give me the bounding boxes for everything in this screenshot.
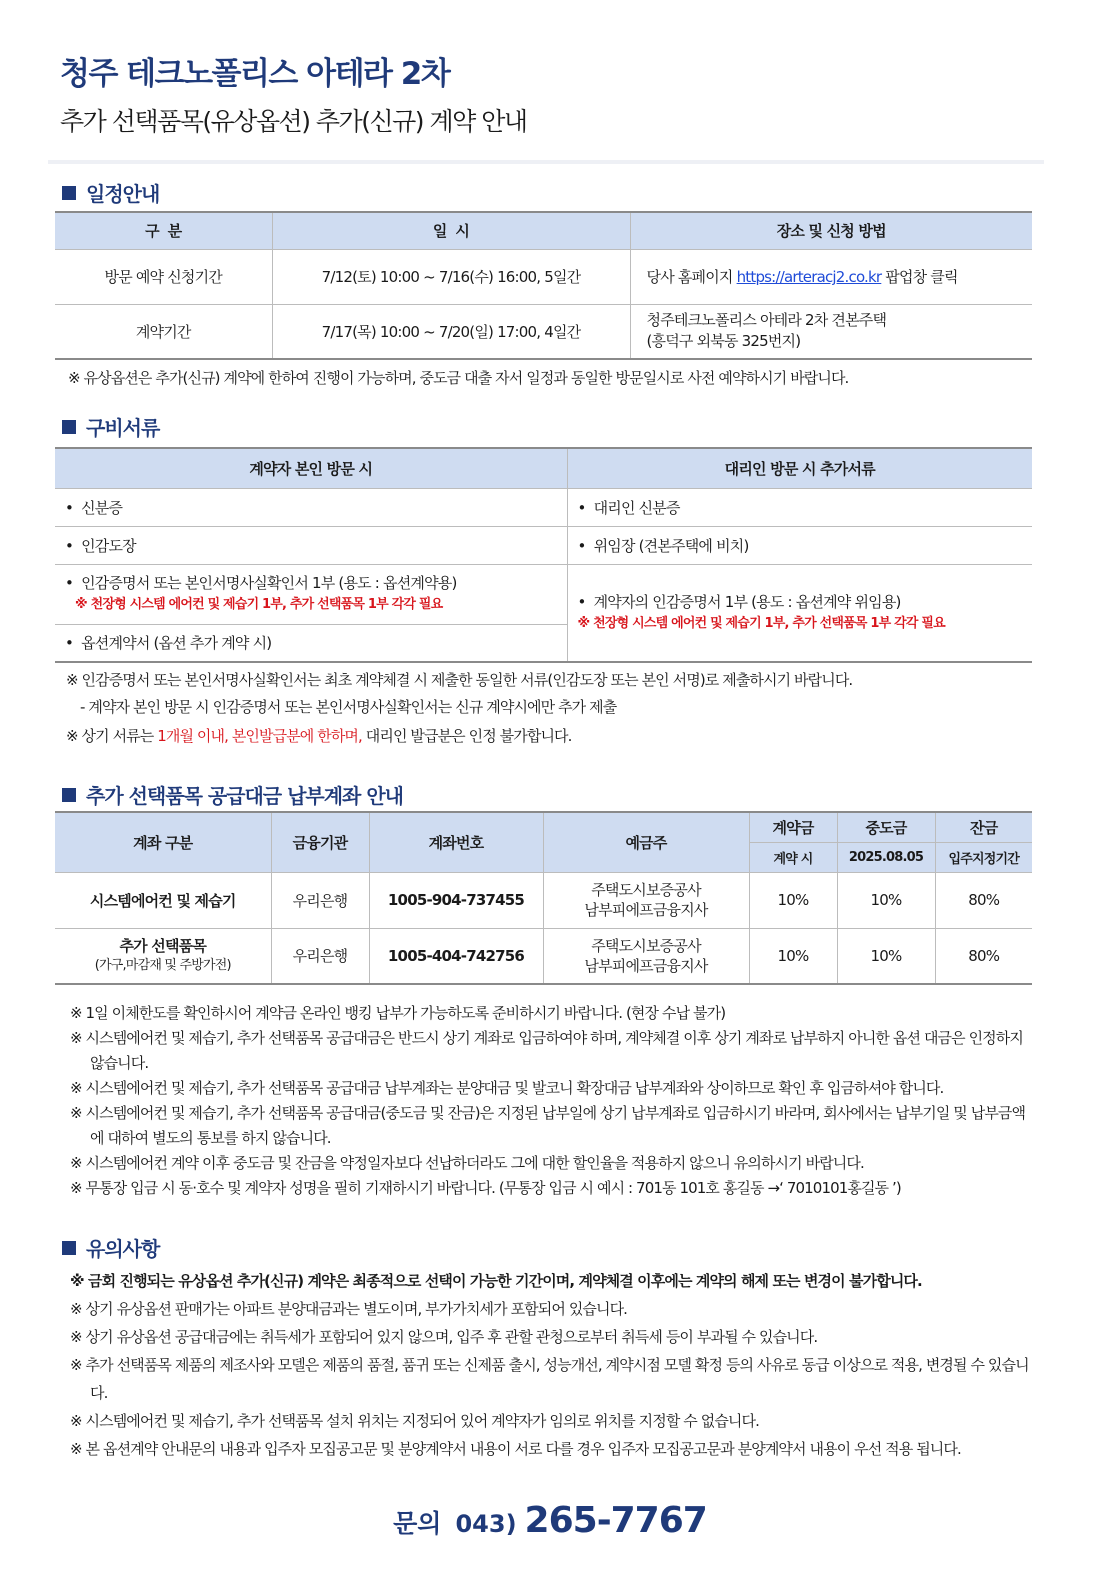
payment-holder: 주택도시보증공사 남부피에프금융지사 [543, 872, 749, 928]
payment-balance: 80% [935, 928, 1032, 984]
document-item: • 옵션계약서 (옵션 추가 계약 시) [55, 624, 567, 662]
schedule-col-datetime: 일 시 [272, 212, 630, 249]
payment-col-account: 계좌번호 [369, 812, 543, 872]
payment-bank: 우리은행 [271, 928, 369, 984]
payment-note: ※ 시스템에어컨 계약 이후 중도금 및 잔금을 약정일자보다 선납하더라도 그에 대한 할인율을 적용하지 않으니 유의하시기 바랍니다. [70, 1154, 864, 1172]
payment-col-deposit-when: 계약 시 [749, 842, 837, 872]
payment-note: ※ 시스템에어컨 및 제습기, 추가 선택품목 공급대금은 반드시 상기 계좌로 입금하여야 하며, 계약체결 이후 상기 계좌로 납부하지 아니한 옵션 대금은 인정하지 않습니다. [70, 1029, 1023, 1072]
payment-col-deposit: 계약금 [749, 812, 837, 842]
schedule-category: 방문 예약 신청기간 [55, 249, 272, 304]
payment-account-no: 1005-404-742756 [369, 928, 543, 984]
square-bullet-icon [62, 1241, 76, 1255]
document-item: • 신분증 [55, 488, 567, 526]
schedule-col-place: 장소 및 신청 방법 [630, 212, 1032, 249]
payment-holder: 주택도시보증공사 남부피에프금융지사 [543, 928, 749, 984]
payment-note: ※ 시스템에어컨 및 제습기, 추가 선택품목 공급대금(중도금 및 잔금)은 지정된 납부일에 상기 납부계좌로 입금하시기 바라며, 회사에서는 납부기일 및 납부금액에 대하여 별도의 통보를 하지 않습니다. [70, 1104, 1026, 1147]
contact-label: 문의 [393, 1509, 442, 1538]
homepage-link[interactable]: https://arteracj2.co.kr [736, 268, 882, 286]
payment-note: ※ 1일 이체한도를 확인하시어 계약금 온라인 뱅킹 납부가 가능하도록 준비하시기 바랍니다. (현장 수납 불가) [70, 1004, 726, 1022]
schedule-heading: 일정안내 [62, 178, 159, 207]
caution-red-note: ※ 금회 진행되는 유상옵션 추가(신규) 계약은 최종적으로 선택이 가능한 기간이며, 계약체결 이후에는 계약의 해제 또는 변경이 불가합니다. [70, 1272, 922, 1290]
schedule-datetime: 7/17(목) 10:00 ~ 7/20(일) 17:00, 4일간 [272, 304, 630, 359]
payment-deposit: 10% [749, 928, 837, 984]
table-row [55, 928, 1032, 984]
caution-note: ※ 추가 선택품목 제품의 제조사와 모델은 제품의 품절, 품귀 또는 신제품 출시, 성능개선, 계약시점 모델 확정 등의 사유로 동급 이상으로 적용, 변경될 수 있습니다. [70, 1356, 1029, 1402]
payment-bank: 우리은행 [271, 872, 369, 928]
caution-notes [70, 1267, 1040, 1463]
square-bullet-icon [62, 186, 76, 200]
page-title: 청주 테크노폴리스 아테라 2차 [60, 56, 450, 92]
contact-phone-number[interactable]: 265-7767 [524, 1500, 707, 1541]
caution-note: ※ 상기 유상옵션 공급대금에는 취득세가 포함되어 있지 않으며, 입주 후 관할 관청으로부터 취득세 등이 부과될 수 있습니다. [70, 1328, 818, 1346]
table-row [55, 564, 1032, 624]
payment-middle: 10% [837, 928, 935, 984]
payment-type: 추가 선택품목 (가구,마감재 및 주방가전) [55, 928, 271, 984]
caution-note: ※ 본 옵션계약 안내문의 내용과 입주자 모집공고문 및 분양계약서 내용이 서로 다를 경우 입주자 모집공고문과 분양계약서 내용이 우선 적용 됩니다. [70, 1440, 961, 1458]
payment-col-balance-when: 입주지정기간 [935, 842, 1032, 872]
payment-col-middle-when: 2025.08.05 [837, 842, 935, 872]
square-bullet-icon [62, 420, 76, 434]
document-item: • 인감도장 [55, 526, 567, 564]
payment-note: ※ 시스템에어컨 및 제습기, 추가 선택품목 공급대금 납부계좌는 분양대금 및 발코니 확장대금 납부계좌와 상이하므로 확인 후 입금하셔야 합니다. [70, 1079, 944, 1097]
documents-heading: 구비서류 [62, 412, 159, 441]
schedule-category: 계약기간 [55, 304, 272, 359]
table-row [55, 526, 1032, 564]
table-row [55, 249, 1032, 304]
contact-area-code: 043) [455, 1510, 517, 1538]
payment-deposit: 10% [749, 872, 837, 928]
cautions-heading: 유의사항 [62, 1233, 159, 1262]
table-row [55, 304, 1032, 359]
schedule-col-category: 구 분 [55, 212, 272, 249]
payment-type: 시스템에어컨 및 제습기 [55, 872, 271, 928]
schedule-table [55, 211, 1032, 360]
schedule-place: 당사 홈페이지 https://arteracj2.co.kr 팝업창 클릭 [630, 249, 1032, 304]
square-bullet-icon [62, 788, 76, 802]
page-subtitle: 추가 선택품목(유상옵션) 추가(신규) 계약 안내 [60, 107, 527, 136]
document-item: • 인감증명서 또는 본인서명사실확인서 1부 (용도 : 옵션계약용) ※ 천장형 시스템 에어컨 및 제습기 1부, 추가 선택품목 1부 각각 필요 [55, 564, 567, 624]
payment-middle: 10% [837, 872, 935, 928]
contact-info [0, 1500, 1100, 1541]
document-item: • 대리인 신분증 [567, 488, 1032, 526]
payment-account-no: 1005-904-737455 [369, 872, 543, 928]
schedule-place: 청주테크노폴리스 아테라 2차 견본주택 (흥덕구 외북동 325번지) [630, 304, 1032, 359]
payment-col-type: 계좌 구분 [55, 812, 271, 872]
document-item: • 위임장 (견본주택에 비치) [567, 526, 1032, 564]
caution-note: ※ 상기 유상옵션 판매가는 아파트 분양대금과는 별도이며, 부가가치세가 포함되어 있습니다. [70, 1300, 628, 1318]
payment-table [55, 811, 1032, 985]
documents-table [55, 447, 1032, 663]
payment-notes [70, 1001, 1030, 1201]
table-row [55, 488, 1032, 526]
payment-col-middle: 중도금 [837, 812, 935, 842]
payment-heading: 추가 선택품목 공급대금 납부계좌 안내 [62, 780, 403, 809]
payment-balance: 80% [935, 872, 1032, 928]
documents-col-agent: 대리인 방문 시 추가서류 [567, 448, 1032, 488]
schedule-note: ※ 유상옵션은 추가(신규) 계약에 한하여 진행이 가능하며, 중도금 대출 자서 일정과 동일한 방문일시로 사전 예약하시기 바랍니다. [68, 369, 849, 387]
document-item: • 계약자의 인감증명서 1부 (용도 : 옵션계약 위임용) ※ 천장형 시스템 에어컨 및 제습기 1부, 추가 선택품목 1부 각각 필요 [567, 564, 1032, 662]
payment-col-holder: 예금주 [543, 812, 749, 872]
payment-col-balance: 잔금 [935, 812, 1032, 842]
table-row [55, 872, 1032, 928]
schedule-datetime: 7/12(토) 10:00 ~ 7/16(수) 16:00, 5일간 [272, 249, 630, 304]
documents-note-2: - 계약자 본인 방문 시 인감증명서 또는 본인서명사실확인서는 신규 계약시에만 추가 제출 [80, 698, 617, 716]
payment-col-bank: 금융기관 [271, 812, 369, 872]
documents-col-self: 계약자 본인 방문 시 [55, 448, 567, 488]
header-divider [48, 160, 1044, 164]
documents-note-1: ※ 인감증명서 또는 본인서명사실확인서는 최초 계약체결 시 제출한 동일한 서류(인감도장 또는 본인 서명)로 제출하시기 바랍니다. [66, 671, 853, 689]
caution-note: ※ 시스템에어컨 및 제습기, 추가 선택품목 설치 위치는 지정되어 있어 계약자가 임의로 위치를 지정할 수 없습니다. [70, 1412, 759, 1430]
payment-note: ※ 무통장 입금 시 동·호수 및 계약자 성명을 필히 기재하시기 바랍니다. (무통장 입금 시 예시 : 701동 101호 홍길동 →‘ 7010101홍길동 ’) [70, 1179, 901, 1197]
documents-note-3: ※ 상기 서류는 1개월 이내, 본인발급분에 한하며, 대리인 발급분은 인정 불가합니다. [66, 727, 572, 745]
